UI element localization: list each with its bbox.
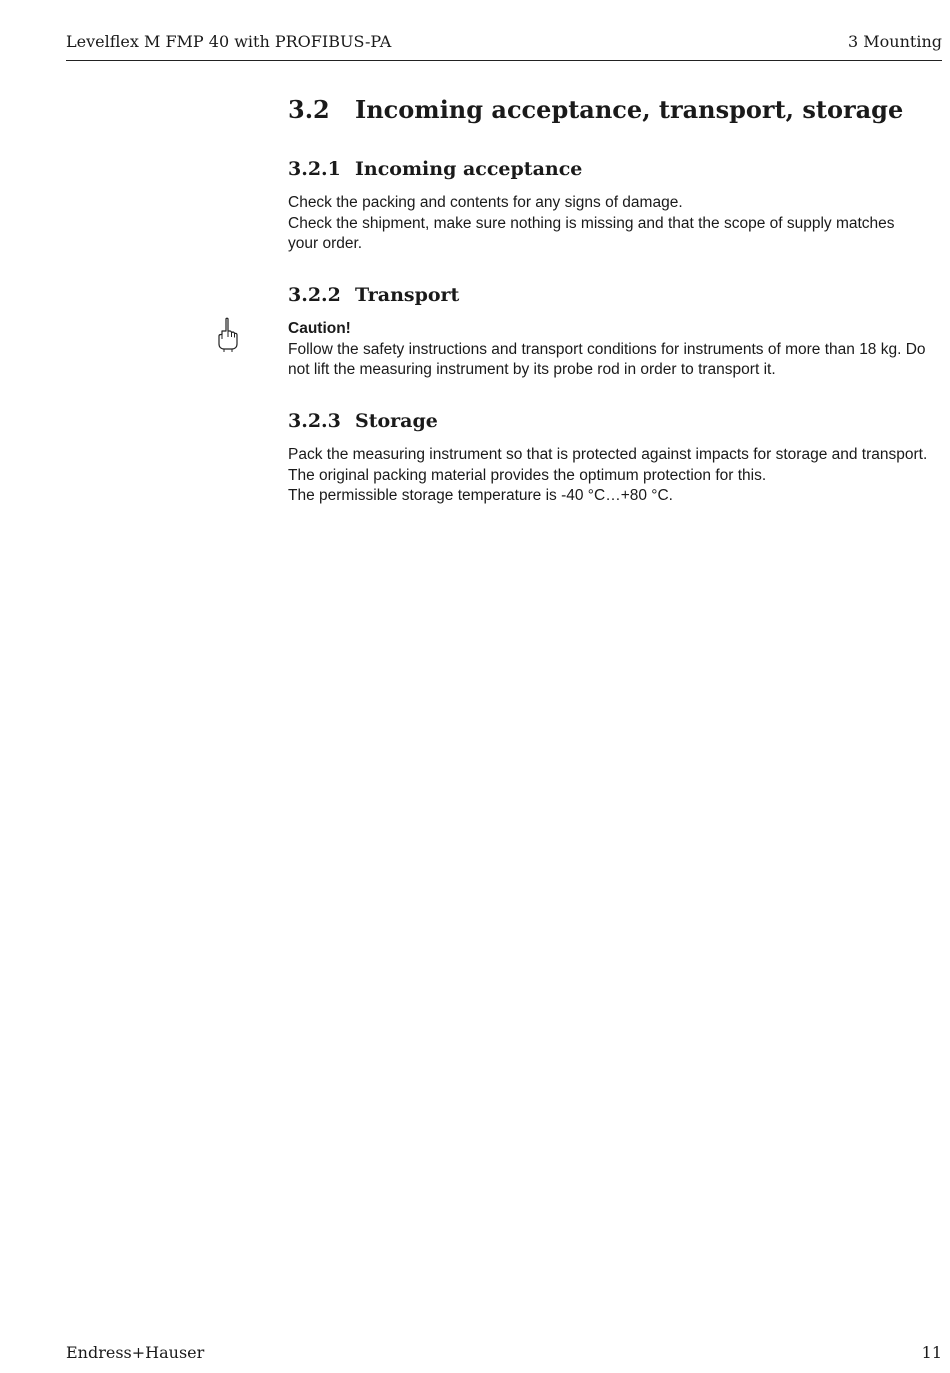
footer-page-number: 11	[921, 1343, 942, 1362]
section-heading	[288, 95, 903, 124]
subsection-heading-storage	[288, 410, 438, 432]
subsection-number: 3.2.2	[288, 284, 341, 306]
section-number: 3.2	[288, 95, 330, 124]
subsection-title: Storage	[355, 410, 438, 432]
subsection-number: 3.2.1	[288, 158, 341, 180]
incoming-acceptance-text	[288, 193, 928, 255]
caution-text: Follow the safety instructions and transport conditions for instruments of more than 18 kg. Do not lift the measuring instrument by its probe rod in order to transport it.	[288, 340, 926, 378]
storage-text	[288, 445, 928, 507]
subsection-number: 3.2.3	[288, 410, 341, 432]
caution-block	[288, 319, 928, 381]
subsection-title: Incoming acceptance	[355, 158, 583, 180]
paragraph-line: Check the shipment, make sure nothing is missing and that the scope of supply matches your order.	[288, 214, 895, 252]
subsection-title: Transport	[355, 284, 460, 306]
subsection-heading-incoming-acceptance	[288, 158, 582, 180]
header-chapter: 3 Mounting	[848, 32, 942, 51]
subsection-heading-transport	[288, 284, 459, 306]
paragraph-line: Check the packing and contents for any signs of damage.	[288, 194, 683, 211]
header-document-title: Levelflex M FMP 40 with PROFIBUS-PA	[66, 32, 392, 51]
paragraph-line: The permissible storage temperature is -40 °C…+80 °C.	[288, 487, 673, 504]
footer-brand: Endress+Hauser	[66, 1343, 205, 1362]
paragraph-line: Pack the measuring instrument so that is protected against impacts for storage and transport. The original packing material provides the optimum protection for this.	[288, 446, 928, 484]
pointing-hand-icon	[215, 317, 239, 353]
caution-title: Caution!	[288, 320, 351, 337]
section-title: Incoming acceptance, transport, storage	[355, 95, 904, 124]
page-header	[66, 30, 942, 61]
